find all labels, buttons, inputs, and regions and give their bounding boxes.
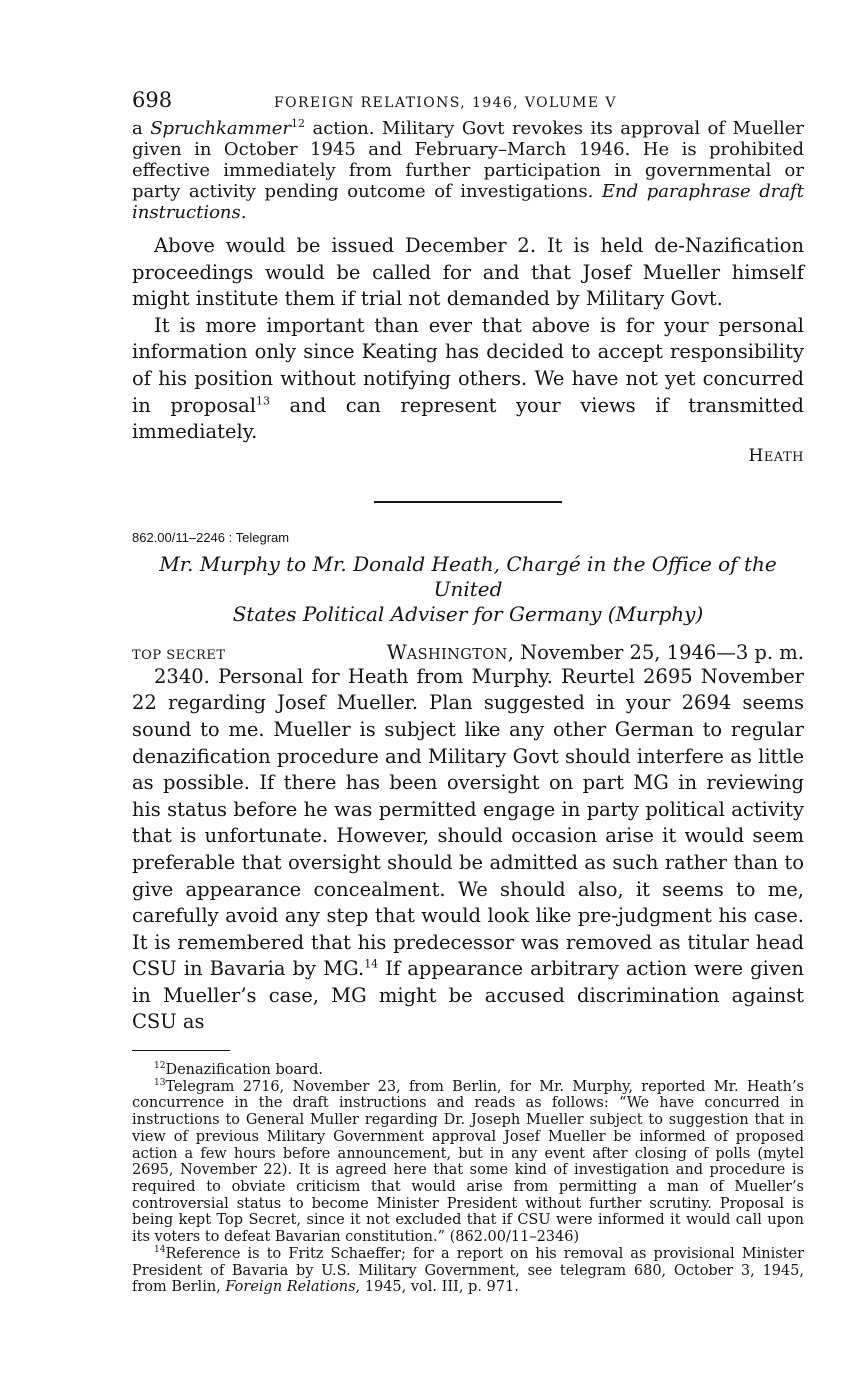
footnote-book-title: Foreign Relations: [225, 1279, 356, 1296]
footnote-text: Denazification board.: [165, 1062, 323, 1079]
signature: [132, 446, 804, 466]
end-paraphrase-note: End paraphrase draft instructions.: [132, 181, 804, 223]
running-head: FOREIGN RELATIONS, 1946, VOLUME V: [274, 95, 617, 111]
footnote-14: [132, 1246, 804, 1296]
signature-initial: H: [748, 445, 764, 466]
section-divider: [374, 501, 562, 503]
paragraph-important: [132, 313, 804, 446]
place-initial: W: [386, 640, 407, 664]
paragraph-text: action. Military Govt revokes its approval of Mueller given in October 1945 and February–March 1946. He is prohibited effective immediately from further participation in governmental or party activity pending outcome of investigations.: [132, 118, 804, 202]
paragraph-text-end: and can represent your views if transmitted immediately.: [132, 393, 804, 444]
page-number: 698: [132, 88, 173, 112]
footnote-divider: [132, 1050, 230, 1051]
place-date: [387, 641, 804, 664]
footnote-number: 13: [154, 1077, 166, 1088]
lead-text: a: [132, 118, 151, 139]
page-header: [132, 88, 804, 118]
draft-instructions-paragraph: [132, 118, 804, 223]
footnote-text: Telegram 2716, November 23, from Berlin, for Mr. Murphy, reported Mr. Heath’s concurrence in the draft instructions and reads as follows: “We have concurred in instructions to General Muller regarding Dr. Joseph Mueller subject to suggestion that in view of previous Military Government approval Josef Mueller be informed of proposed action a few hours before announcement, but in any event after closing of polls (mytel 2695, November 22). It is agreed here that some kind of investigation and procedure is required to obviate criticism that would arise from permitting a man of Mueller’s controversial status to become Minister President without further scrutiny. Proposal is being kept Top Secret, since it not excluded that if CSU were informed it would call upon its voters to defeat Bavarian constitution.” (862.00/11–2346): [132, 1078, 804, 1246]
document-title: [132, 552, 804, 627]
title-line-1: Mr. Murphy to Mr. Donald Heath, Chargé in the Office of the United: [159, 551, 777, 601]
footnote-12: [132, 1062, 804, 1079]
title-line-2: States Political Adviser for Germany (Murphy): [232, 601, 704, 626]
footnote-13: [132, 1079, 804, 1246]
classification-label: TOP SECRET: [132, 647, 226, 663]
footnote-text-end: , 1945, vol. III, p. 971.: [355, 1279, 519, 1296]
footnote-ref-12: 12: [290, 117, 305, 130]
telegram-body-text: 2340. Personal for Heath from Murphy. Reurtel 2695 November 22 regarding Josef Mueller. Plan suggested in your 2694 seems sound to me. Mueller is subject like any other German to regular denazification procedure and Military Govt should interfere as little as possible. If there has been oversight on part MG in reviewing his status before he was permitted engage in party political activity that is unfortunate. However, should occasion arise it would seem preferable that oversight should be admitted as such rather than to give appearance concealment. We should also, it seems to me, carefully avoid any step that would look like pre-judgment his case. It is remembered that his predecessor was removed as titular head CSU in Bavaria by MG.: [132, 664, 804, 981]
footnote-ref-13: 13: [255, 394, 270, 408]
place-rest: ASHINGTON: [406, 646, 508, 663]
signature-rest: EATH: [763, 449, 804, 465]
spruchkammer-term: Spruchkammer: [150, 118, 291, 139]
footnote-text: Reference is to Fritz Schaeffer; for a report on his removal as provisional Minister President of Bavaria by U.S. Military Government, see telegram 680, October 3, 1945, from Berlin,: [132, 1245, 804, 1296]
date-text: , November 25, 1946—3 p. m.: [507, 640, 804, 664]
telegram-body-text-end: If appearance arbitrary action were given in Mueller’s case, MG might be accused discrimination against CSU as: [132, 957, 804, 1034]
dateline: [132, 641, 804, 664]
file-number: 862.00/11–2246 : Telegram: [132, 529, 290, 545]
footnote-number: 12: [154, 1061, 166, 1072]
paragraph-above: Above would be issued December 2. It is held de-Nazification proceedings would be called for and that Josef Mueller himself might institute them if trial not demanded by Military Govt.: [132, 234, 804, 311]
paragraph-text: It is more important than ever that above is for your personal information only since Keating has decided to accept responsibility of his position without notifying others. We have not yet concurred in proposal: [132, 313, 804, 417]
footnote-number: 14: [154, 1244, 166, 1255]
footnote-ref-14: 14: [364, 957, 379, 971]
document-page: [132, 88, 804, 1296]
telegram-body: [132, 664, 804, 1036]
